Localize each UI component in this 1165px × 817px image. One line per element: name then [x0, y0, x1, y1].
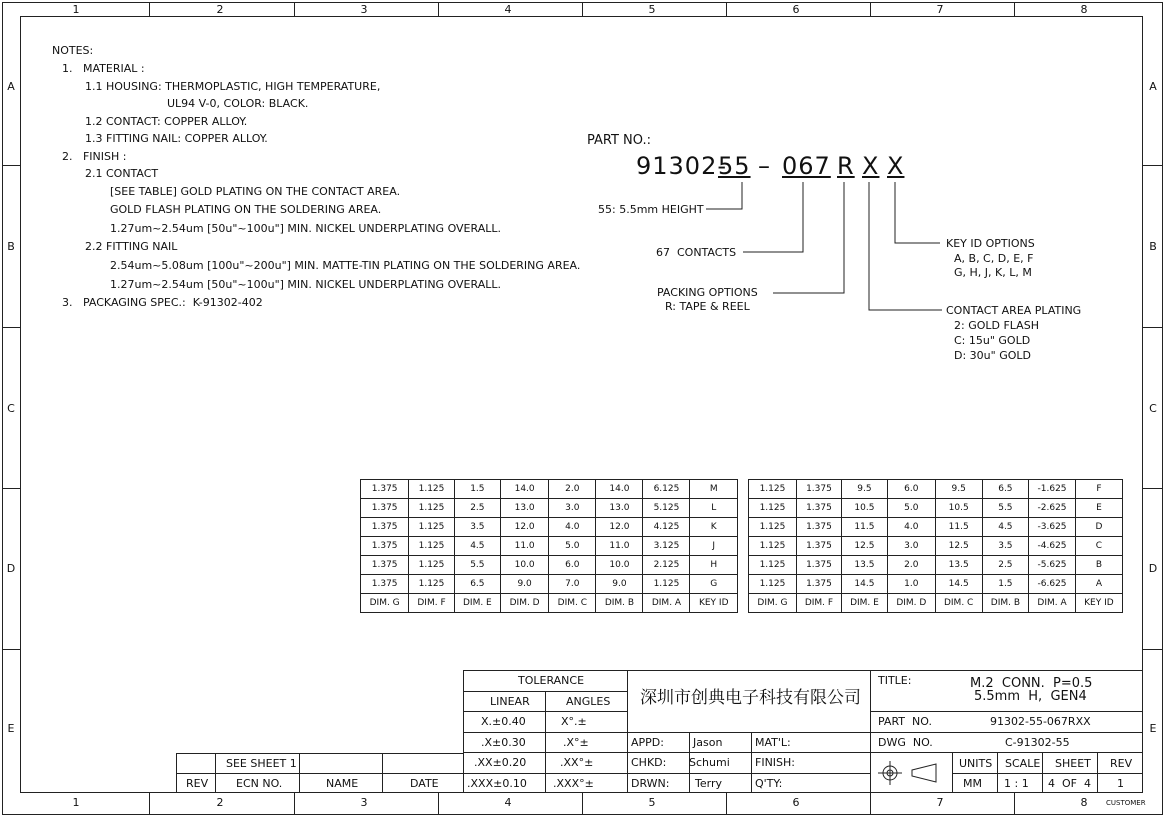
table-cell: 1.5 [454, 480, 500, 499]
table-cell: 12.5 [842, 537, 888, 556]
column-header-cell: DIM. A [1029, 594, 1076, 613]
table-cell: 9.0 [596, 575, 643, 594]
column-header-cell: DIM. G [361, 594, 409, 613]
table-cell: 1.125 [409, 480, 454, 499]
tolerance-angle-value: .X°± [563, 736, 589, 749]
table-cell: 1.375 [796, 518, 841, 537]
table-cell: 1.375 [796, 575, 841, 594]
note-line: 2.1 CONTACT [85, 167, 159, 180]
table-cell: -3.625 [1029, 518, 1076, 537]
table-cell: 1.125 [749, 499, 797, 518]
scale-value: 1 : 1 [1004, 777, 1029, 790]
table-cell: 13.0 [501, 499, 549, 518]
note-line: 1.2 CONTACT: COPPER ALLOY. [85, 115, 248, 128]
table-cell: 1.5 [982, 575, 1029, 594]
zone-col-5-bottom: 5 [648, 796, 656, 809]
table-cell: 4.0 [549, 518, 596, 537]
plating-line-1: 2: GOLD FLASH [954, 319, 1039, 332]
rev-value: 1 [1117, 777, 1124, 790]
tolerance-linear-value: .X±0.30 [481, 736, 526, 749]
table-cell: 1.375 [796, 499, 841, 518]
table-cell: 3.5 [982, 537, 1029, 556]
table-cell: -5.625 [1029, 556, 1076, 575]
tolerance-linear-value: .XX±0.20 [474, 756, 527, 769]
note-line: UL94 V-0, COLOR: BLACK. [167, 97, 309, 110]
zone-row-e-right: E [1149, 722, 1157, 735]
table-cell: 1.375 [796, 480, 841, 499]
table-row [361, 556, 738, 575]
zone-row-d-right: D [1148, 562, 1158, 575]
table-cell: 10.5 [935, 499, 982, 518]
plating-title: CONTACT AREA PLATING [946, 304, 1082, 317]
column-header-cell: DIM. F [409, 594, 454, 613]
note-line: 1.3 FITTING NAIL: COPPER ALLOY. [85, 132, 268, 145]
zone-col-3-bottom: 3 [360, 796, 368, 809]
chkd-value: Schumi [689, 756, 730, 769]
column-header-cell: DIM. F [796, 594, 841, 613]
table-row [749, 518, 1123, 537]
table-cell: B [1075, 556, 1122, 575]
table-row [749, 537, 1123, 556]
column-header-cell: DIM. A [643, 594, 690, 613]
zone-col-2-bottom: 2 [216, 796, 224, 809]
zone-col-6-bottom: 6 [792, 796, 800, 809]
table-row [749, 575, 1123, 594]
column-header-cell: DIM. D [501, 594, 549, 613]
table-cell: 3.0 [549, 499, 596, 518]
table-row [749, 556, 1123, 575]
note-line: 1.27um~2.54um [50u"~100u"] MIN. NICKEL UNDERPLATING OVERALL. [110, 222, 501, 235]
column-header-cell: DIM. G [749, 594, 797, 613]
table-row [361, 518, 738, 537]
column-header-cell: DIM. B [982, 594, 1029, 613]
units-label: UNITS [959, 757, 993, 770]
contacts-desc: 67 CONTACTS [656, 246, 737, 259]
table-cell: 1.125 [749, 556, 797, 575]
zone-row-d: D [6, 562, 16, 575]
part-no-label: PART NO.: [587, 133, 652, 148]
table-cell: F [1075, 480, 1122, 499]
table-cell: M [690, 480, 738, 499]
note-line: GOLD FLASH PLATING ON THE SOLDERING AREA. [110, 203, 382, 216]
column-header-cell: DIM. D [887, 594, 935, 613]
zone-col-8: 8 [1080, 3, 1088, 16]
zone-col-1: 1 [72, 3, 80, 16]
zone-col-7: 7 [936, 3, 944, 16]
table-cell: 1.125 [749, 480, 797, 499]
sheet-label: SHEET [1055, 757, 1091, 770]
table-cell: 10.5 [842, 499, 888, 518]
table-cell: 11.5 [935, 518, 982, 537]
column-header-cell: KEY ID [690, 594, 738, 613]
key-title: KEY ID OPTIONS [946, 237, 1035, 250]
note-line: [SEE TABLE] GOLD PLATING ON THE CONTACT AREA. [110, 185, 401, 198]
note-line: 2.54um~5.08um [100u"~200u"] MIN. MATTE-TIN PLATING ON THE SOLDERING AREA. [110, 259, 581, 272]
part-no-plating: X [862, 152, 880, 180]
tolerance-angles-header: ANGLES [566, 695, 611, 708]
qty-label: Q'TY: [755, 777, 783, 790]
zone-row-e: E [7, 722, 15, 735]
part-no-dash: – [758, 152, 771, 180]
table-cell: 4.5 [454, 537, 500, 556]
part-no-tb-label: PART NO. [878, 715, 932, 728]
key-line-1: A, B, C, D, E, F [954, 252, 1034, 265]
part-no-tb-value: 91302-55-067RXX [990, 715, 1091, 728]
table-cell: 2.5 [982, 556, 1029, 575]
packing-title: PACKING OPTIONS [657, 286, 758, 299]
table-cell: 1.125 [409, 518, 454, 537]
table-cell: 11.0 [596, 537, 643, 556]
appd-label: APPD: [631, 736, 664, 749]
tolerance-angle-value: .XXX°± [553, 777, 594, 790]
table-cell: 10.0 [501, 556, 549, 575]
dimension-table-right [748, 479, 1123, 613]
table-cell: 5.125 [643, 499, 690, 518]
zone-col-4-bottom: 4 [504, 796, 512, 809]
column-header-cell: DIM. E [842, 594, 888, 613]
customer-label: CUSTOMER [1106, 799, 1146, 807]
table-cell: -1.625 [1029, 480, 1076, 499]
tolerance-linear-value: .XXX±0.10 [467, 777, 527, 790]
part-no-packing: R [837, 152, 855, 180]
table-cell: K [690, 518, 738, 537]
zone-col-5: 5 [648, 3, 656, 16]
table-cell: 1.375 [361, 537, 409, 556]
dwg-no-value: C-91302-55 [1005, 736, 1070, 749]
note-line: 1.27um~2.54um [50u"~100u"] MIN. NICKEL UNDERPLATING OVERALL. [110, 278, 501, 291]
table-row [361, 537, 738, 556]
note-line: 1. MATERIAL : [62, 62, 145, 75]
table-cell: 7.0 [549, 575, 596, 594]
note-line: 2. FINISH : [62, 150, 127, 163]
tolerance-angle-value: .XX°± [560, 756, 594, 769]
table-cell: 1.375 [361, 556, 409, 575]
table-cell: 6.125 [643, 480, 690, 499]
table-cell: -6.625 [1029, 575, 1076, 594]
tolerance-linear-header: LINEAR [490, 695, 530, 708]
table-cell: 1.0 [887, 575, 935, 594]
zone-col-6: 6 [792, 3, 800, 16]
table-cell: 14.0 [596, 480, 643, 499]
table-cell: A [1075, 575, 1122, 594]
table-cell: 1.375 [361, 518, 409, 537]
zone-row-a: A [7, 80, 15, 93]
table-cell: 6.5 [454, 575, 500, 594]
table-cell: 5.0 [887, 499, 935, 518]
table-cell: 1.375 [361, 499, 409, 518]
title-line-1: M.2 CONN. P=0.5 [970, 676, 1093, 691]
table-cell: 9.0 [501, 575, 549, 594]
table-cell: 1.375 [796, 556, 841, 575]
company-name: 深圳市创典电子科技有限公司 [640, 688, 861, 708]
see-sheet-note: SEE SHEET 1 [226, 757, 297, 770]
projection-symbol-icon [874, 757, 948, 789]
table-cell: -2.625 [1029, 499, 1076, 518]
table-cell: 1.125 [643, 575, 690, 594]
dwg-no-label: DWG NO. [878, 736, 933, 749]
key-line-2: G, H, J, K, L, M [954, 266, 1032, 279]
table-cell: 6.0 [887, 480, 935, 499]
column-header-cell: KEY ID [1075, 594, 1122, 613]
table-cell: 14.5 [842, 575, 888, 594]
table-cell: 4.5 [982, 518, 1029, 537]
table-cell: 1.125 [749, 575, 797, 594]
zone-row-c: C [7, 402, 15, 415]
table-cell: L [690, 499, 738, 518]
table-header-row [749, 594, 1123, 613]
note-line: 1.1 HOUSING: THERMOPLASTIC, HIGH TEMPERATURE, [85, 80, 381, 93]
table-cell: J [690, 537, 738, 556]
plating-line-2: C: 15u" GOLD [954, 334, 1031, 347]
rev-label: REV [1110, 757, 1133, 770]
table-cell: 11.5 [842, 518, 888, 537]
table-cell: 13.5 [935, 556, 982, 575]
table-cell: 9.5 [935, 480, 982, 499]
table-cell: C [1075, 537, 1122, 556]
table-cell: 4.0 [887, 518, 935, 537]
rev-col-header: REV [186, 777, 209, 790]
notes-heading: NOTES: [52, 44, 94, 57]
tolerance-angle-value: X°.± [561, 715, 587, 728]
zone-row-b-right: B [1149, 240, 1157, 253]
table-cell: 4.125 [643, 518, 690, 537]
table-row [361, 575, 738, 594]
table-cell: 6.5 [982, 480, 1029, 499]
table-cell: 13.5 [842, 556, 888, 575]
table-row [361, 480, 738, 499]
height-desc: 55: 5.5mm HEIGHT [598, 203, 704, 216]
table-cell: 1.375 [796, 537, 841, 556]
zone-row-b: B [7, 240, 15, 253]
appd-value: Jason [693, 736, 723, 749]
packing-desc: R: TAPE & REEL [665, 300, 750, 313]
table-cell: 2.0 [887, 556, 935, 575]
table-cell: 1.375 [361, 575, 409, 594]
table-cell: 12.5 [935, 537, 982, 556]
table-cell: 10.0 [596, 556, 643, 575]
table-cell: D [1075, 518, 1122, 537]
column-header-cell: DIM. C [935, 594, 982, 613]
table-cell: 3.125 [643, 537, 690, 556]
table-cell: 2.125 [643, 556, 690, 575]
chkd-label: CHKD: [631, 756, 667, 769]
table-row [361, 499, 738, 518]
note-line: 3. PACKAGING SPEC.: K-91302-402 [62, 296, 263, 309]
table-cell: 2.0 [549, 480, 596, 499]
table-cell: 14.5 [935, 575, 982, 594]
drwn-label: DRWN: [631, 777, 670, 790]
table-cell: 1.125 [749, 518, 797, 537]
table-cell: 1.125 [409, 556, 454, 575]
table-cell: 11.0 [501, 537, 549, 556]
zone-col-8-bottom: 8 [1080, 796, 1088, 809]
plating-line-3: D: 30u" GOLD [954, 349, 1031, 362]
table-cell: E [1075, 499, 1122, 518]
table-cell: 5.5 [454, 556, 500, 575]
zone-col-3: 3 [360, 3, 368, 16]
name-col-header: NAME [326, 777, 359, 790]
table-cell: 3.0 [887, 537, 935, 556]
dimension-table-left [360, 479, 738, 613]
table-cell: 1.125 [409, 575, 454, 594]
tolerance-title: TOLERANCE [518, 674, 585, 687]
table-cell: 5.0 [549, 537, 596, 556]
zone-col-7-bottom: 7 [936, 796, 944, 809]
table-row [749, 499, 1123, 518]
scale-label: SCALE [1005, 757, 1041, 770]
zone-col-2: 2 [216, 3, 224, 16]
zone-row-c-right: C [1149, 402, 1157, 415]
date-col-header: DATE [410, 777, 439, 790]
table-cell: 2.5 [454, 499, 500, 518]
table-cell: H [690, 556, 738, 575]
part-no-contacts: 067 [782, 152, 831, 180]
table-cell: 5.5 [982, 499, 1029, 518]
zone-col-4: 4 [504, 3, 512, 16]
table-cell: 1.375 [361, 480, 409, 499]
table-cell: 6.0 [549, 556, 596, 575]
column-header-cell: DIM. E [454, 594, 500, 613]
table-cell: 9.5 [842, 480, 888, 499]
table-cell: 1.125 [409, 499, 454, 518]
table-cell: 12.0 [596, 518, 643, 537]
table-cell: 3.5 [454, 518, 500, 537]
table-cell: 14.0 [501, 480, 549, 499]
part-no-prefix: 91302- [636, 152, 728, 180]
zone-row-a-right: A [1149, 80, 1157, 93]
table-cell: G [690, 575, 738, 594]
part-no-height: 55 [718, 152, 751, 180]
table-cell: 12.0 [501, 518, 549, 537]
ecn-col-header: ECN NO. [236, 777, 283, 790]
part-no-key: X [887, 152, 905, 180]
table-cell: -4.625 [1029, 537, 1076, 556]
material-label: MAT'L: [755, 736, 791, 749]
title-line-2: 5.5mm H, GEN4 [974, 689, 1087, 704]
table-header-row [361, 594, 738, 613]
column-header-cell: DIM. C [549, 594, 596, 613]
title-label: TITLE: [878, 674, 912, 687]
sheet-value: 4 OF 4 [1048, 777, 1091, 790]
column-header-cell: DIM. B [596, 594, 643, 613]
table-cell: 1.125 [749, 537, 797, 556]
units-value: MM [963, 777, 982, 790]
zone-col-1-bottom: 1 [72, 796, 80, 809]
finish-label: FINISH: [755, 756, 796, 769]
note-line: 2.2 FITTING NAIL [85, 240, 178, 253]
tolerance-linear-value: X.±0.40 [481, 715, 526, 728]
table-cell: 13.0 [596, 499, 643, 518]
table-row [749, 480, 1123, 499]
table-cell: 1.125 [409, 537, 454, 556]
drwn-value: Terry [695, 777, 722, 790]
